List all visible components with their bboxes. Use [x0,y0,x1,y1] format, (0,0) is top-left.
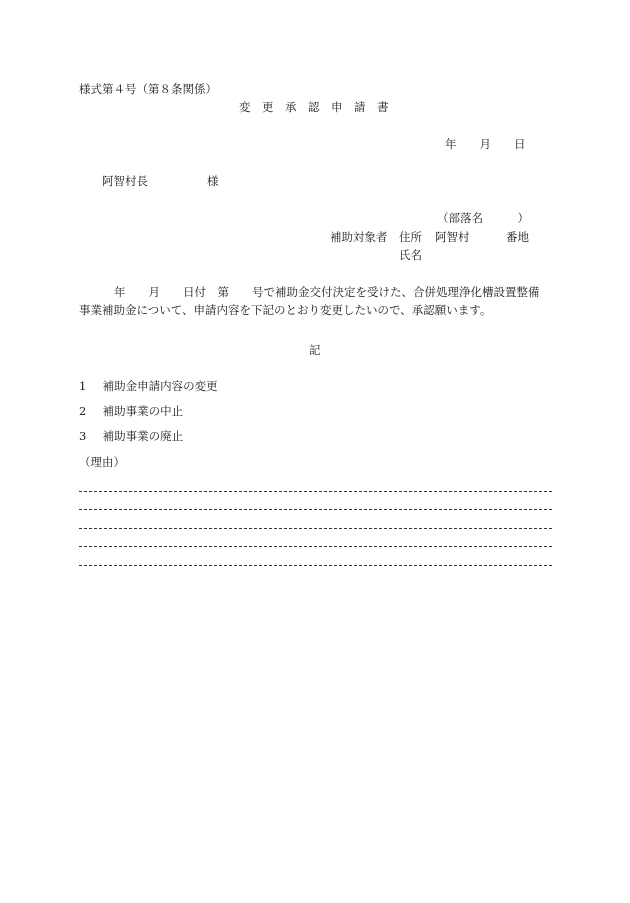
list-item-number: 3 [79,429,87,443]
list-item-number: 2 [79,404,87,418]
body-line-2: 事業補助金について、申請内容を下記のとおり変更したいので、承認願います。 [79,303,492,317]
list-item-number: 1 [79,379,87,393]
reason-line-1 [79,491,552,492]
body-line-1: 年 月 日付 第 号で補助金交付決定を受けた、合併処理浄化槽設置整備 [114,285,540,299]
form-number: 様式第４号（第８条関係） [79,82,217,96]
reason-line-5 [79,565,552,566]
date-line: 年 月 日 [445,137,526,151]
address-label: 住所 [399,230,422,244]
applicant-label: 補助対象者 [330,230,388,244]
list-item-text: 補助事業の中止 [102,404,184,418]
address-value: 阿智村 [435,230,470,244]
addressee: 阿智村長 [102,174,148,188]
district-field: （部落名 ） [437,211,529,225]
list-item-3 [79,429,183,443]
reason-line-3 [79,528,552,529]
ki-heading: 記 [309,343,321,357]
name-label: 氏名 [399,248,422,262]
list-item-2 [79,404,183,418]
list-item-text: 補助事業の廃止 [102,429,184,443]
list-item-1 [79,379,218,393]
reason-line-4 [79,546,552,547]
honorific: 様 [207,174,219,188]
reason-label: （理由） [79,455,125,469]
banchi-label: 番地 [506,230,529,244]
document-title: 変 更 承 認 申 請 書 [239,100,389,114]
list-item-text: 補助金申請内容の変更 [102,379,218,393]
reason-line-2 [79,509,552,510]
